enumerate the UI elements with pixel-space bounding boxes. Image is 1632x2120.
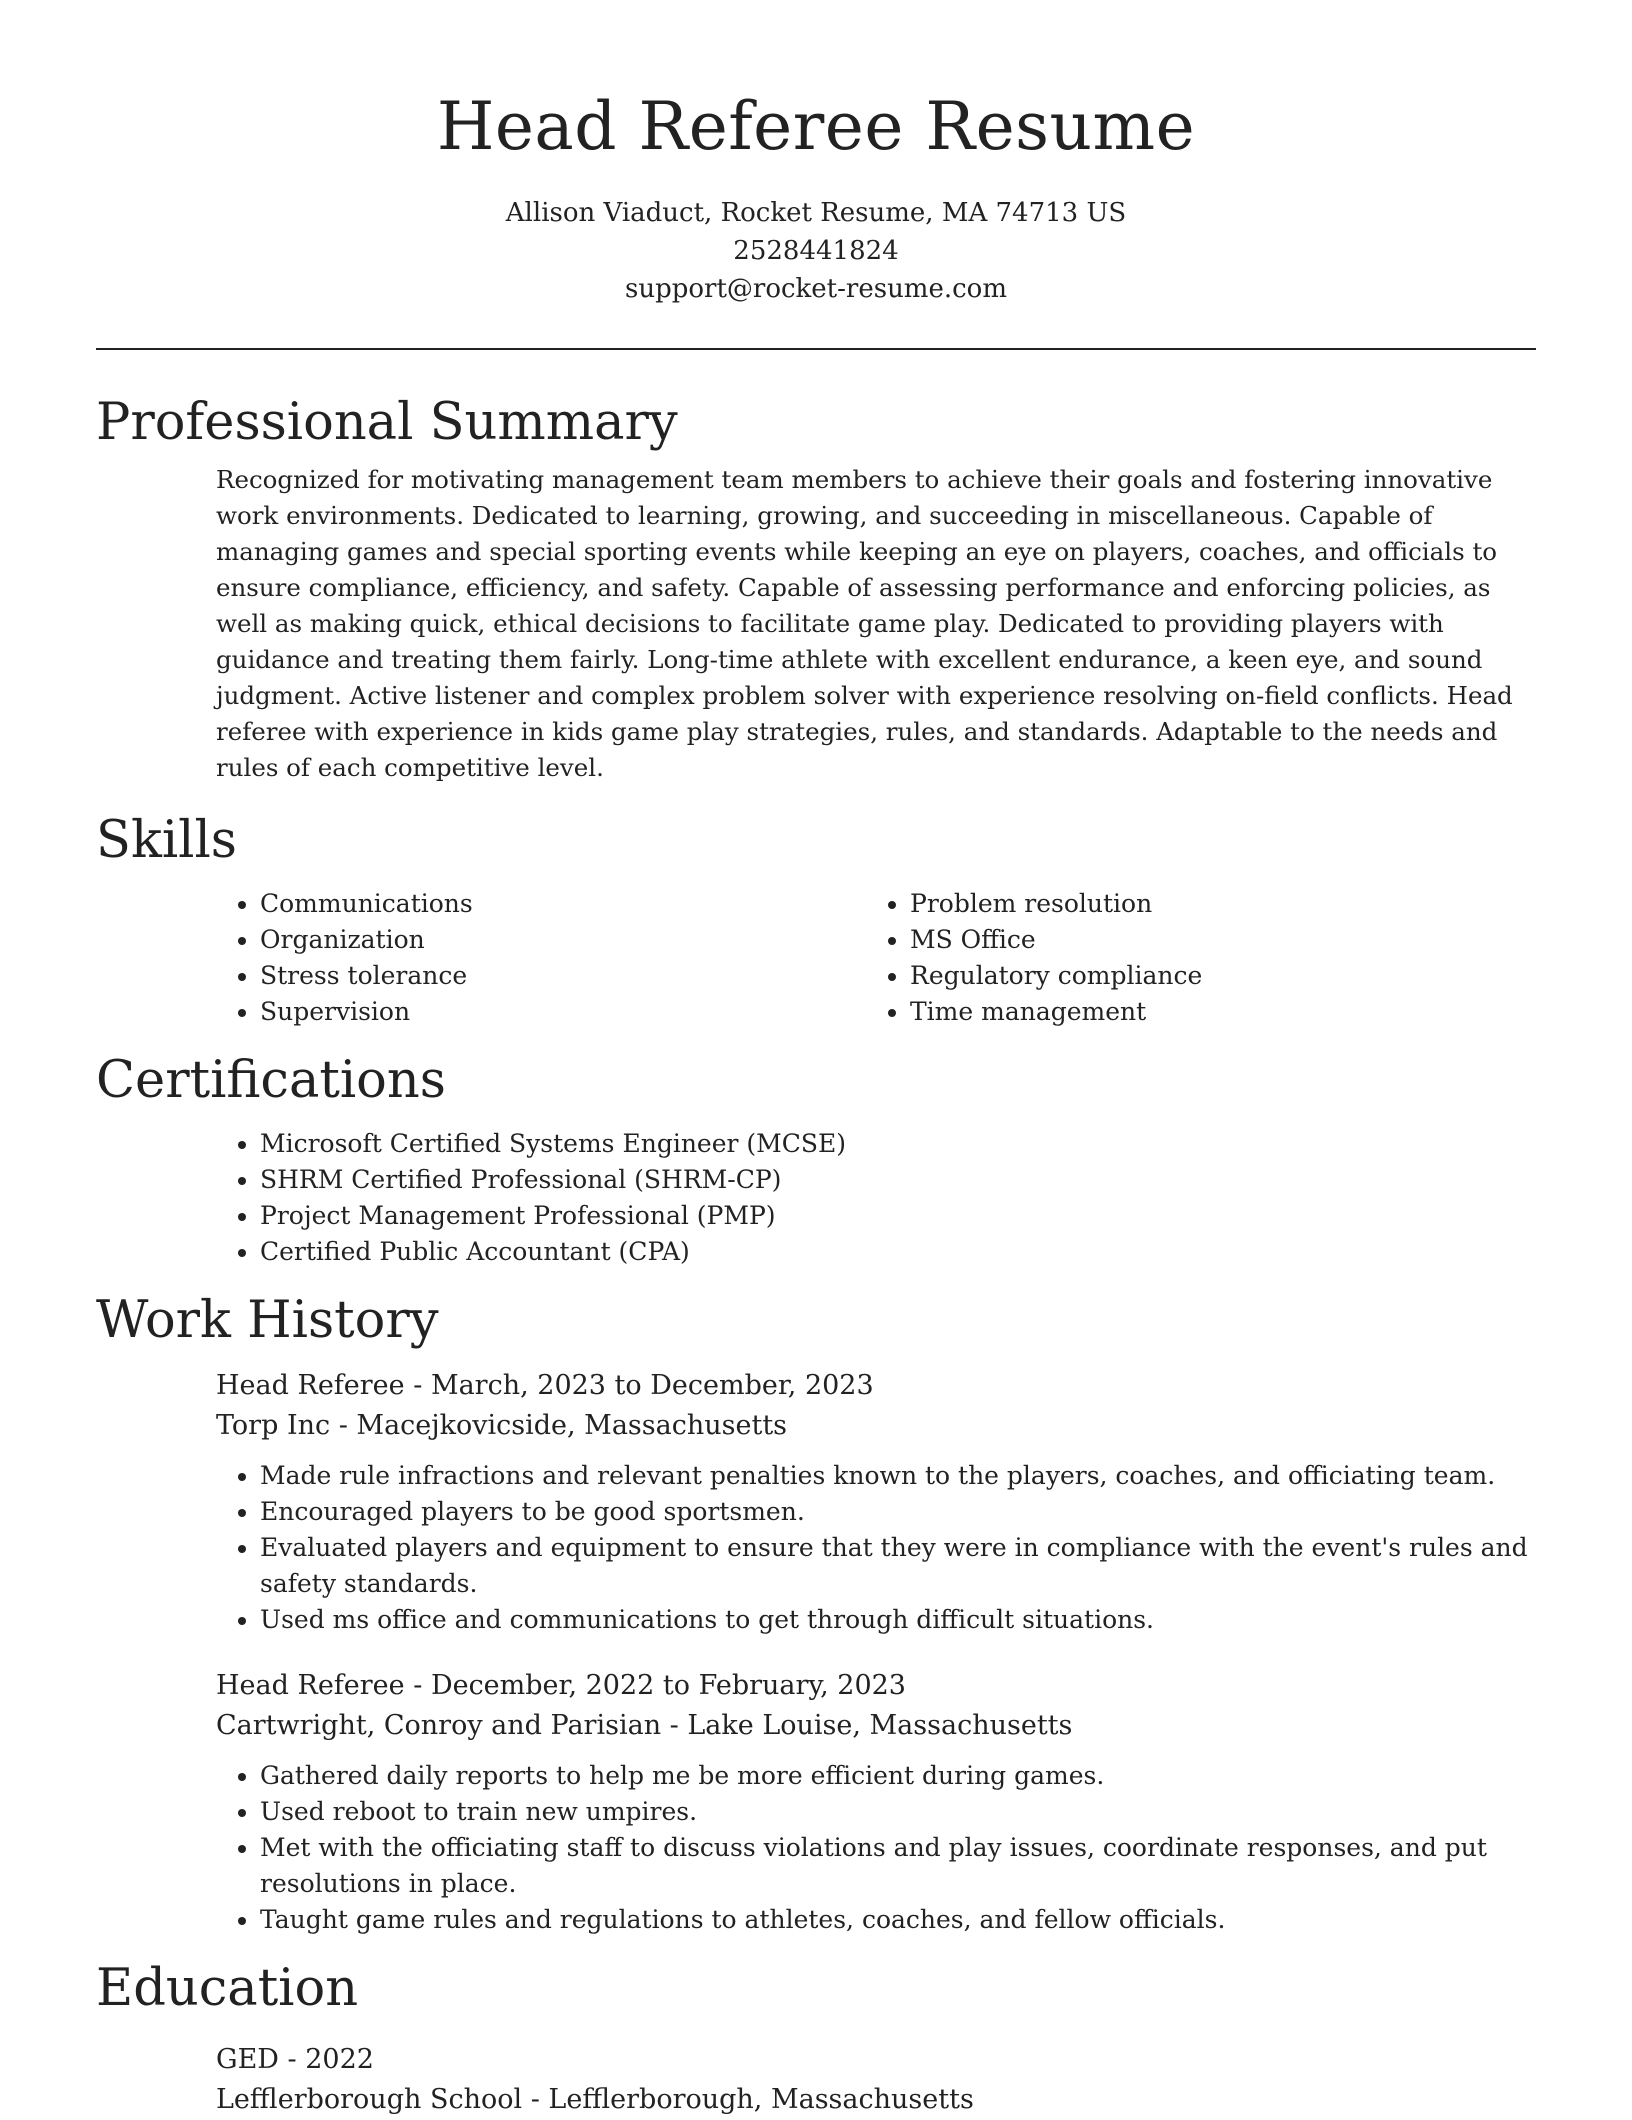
job-bullet: • Used reboot to train new umpires.	[260, 1794, 1560, 1830]
summary-heading: Professional Summary	[96, 393, 678, 452]
job-bullet: • Made rule infractions and relevant penalties known to the players, coaches, and officiating team.	[260, 1458, 1560, 1494]
certification-item: • Certified Public Accountant (CPA)	[260, 1234, 1536, 1270]
job-entry	[216, 1666, 1536, 1938]
job-bullet: • Met with the officiating staff to discuss violations and play issues, coordinate responses, and put resolutions in place.	[260, 1830, 1560, 1902]
education-school-line: Lefflerborough School - Lefflerborough, Massachusetts	[216, 2084, 974, 2115]
contact-email: support@rocket-resume.com	[624, 274, 1007, 304]
skill-item: • Time management	[910, 994, 1516, 1030]
resume-header	[96, 0, 1536, 308]
skill-item: • Communications	[260, 886, 866, 922]
job-dates: March, 2023 to December, 2023	[430, 1370, 874, 1401]
skills-column-left	[216, 886, 866, 1030]
certification-item: • Project Management Professional (PMP)	[260, 1198, 1536, 1234]
job-bullet: • Taught game rules and regulations to athletes, coaches, and fellow officials.	[260, 1902, 1560, 1938]
skills-grid	[216, 886, 1536, 1030]
education-degree-line: GED - 2022	[216, 2044, 374, 2075]
education-section	[96, 1958, 1536, 2120]
contact-info	[96, 194, 1536, 308]
education-location: Lefflerborough, Massachusetts	[548, 2084, 974, 2115]
education-heading: Education	[96, 1959, 359, 2018]
skills-column-right	[866, 886, 1516, 1030]
job-title-line: Head Referee - December, 2022 to February, 2023	[216, 1670, 906, 1701]
job-bullet: • Gathered daily reports to help me be more efficient during games.	[260, 1758, 1560, 1794]
skill-item: • Supervision	[260, 994, 866, 1030]
skill-item: • Problem resolution	[910, 886, 1516, 922]
job-location: Lake Louise, Massachusetts	[687, 1710, 1073, 1741]
job-title: Head Referee	[216, 1670, 405, 1701]
skill-item: • Organization	[260, 922, 866, 958]
job-title: Head Referee	[216, 1370, 405, 1401]
job-bullet: • Encouraged players to be good sportsmen.	[260, 1494, 1560, 1530]
certification-item: • Microsoft Certified Systems Engineer (MCSE)	[260, 1126, 1536, 1162]
education-year: 2022	[305, 2044, 374, 2075]
job-dates: December, 2022 to February, 2023	[430, 1670, 906, 1701]
job-company: Torp Inc	[216, 1410, 331, 1441]
skill-item: • Regulatory compliance	[910, 958, 1516, 994]
certifications-heading: Certifications	[96, 1051, 446, 1110]
job-company-line: Cartwright, Conroy and Parisian - Lake Louise, Massachusetts	[216, 1710, 1073, 1741]
skill-item: • MS Office	[910, 922, 1516, 958]
work-history-heading: Work History	[96, 1291, 439, 1350]
certifications-section	[96, 1050, 1536, 1270]
job-entry	[216, 1366, 1536, 1638]
job-company: Cartwright, Conroy and Parisian	[216, 1710, 662, 1741]
contact-phone: 2528441824	[733, 236, 899, 266]
skills-section	[96, 810, 1536, 1030]
education-entry	[216, 2040, 1536, 2120]
skills-heading: Skills	[96, 811, 237, 870]
job-company-line: Torp Inc - Macejkovicside, Massachusetts	[216, 1410, 788, 1441]
education-degree: GED	[216, 2044, 279, 2075]
skill-item: • Stress tolerance	[260, 958, 866, 994]
work-history-section	[96, 1290, 1536, 1938]
job-location: Macejkovicside, Massachusetts	[356, 1410, 788, 1441]
job-title-line: Head Referee - March, 2023 to December, 2023	[216, 1370, 874, 1401]
summary-section	[96, 392, 1536, 786]
contact-address: Allison Viaduct, Rocket Resume, MA 74713 US	[505, 198, 1127, 228]
job-bullet: • Evaluated players and equipment to ensure that they were in compliance with the event's rules and safety standards.	[260, 1530, 1560, 1602]
resume-title: Head Referee Resume	[436, 88, 1196, 165]
education-school: Lefflerborough School	[216, 2084, 523, 2115]
certification-item: • SHRM Certified Professional (SHRM-CP)	[260, 1162, 1536, 1198]
header-divider	[96, 348, 1536, 350]
job-bullet: • Used ms office and communications to get through difficult situations.	[260, 1602, 1560, 1638]
summary-text: Recognized for motivating management team members to achieve their goals and fostering innovative work environments. Dedicated to learning, growing, and succeeding in miscellaneous. Capable of managing games and special sporting events while keeping an eye on players, coaches, and officials to ensure compliance, efficiency, and safety. Capable of assessing performance and enforcing policies, as well as making quick, ethical decisions to facilitate game play. Dedicated to providing players with guidance and treating them fairly. Long-time athlete with excellent endurance, a keen eye, and sound judgment. Active listener and complex problem solver with experience resolving on-field conflicts. Head referee with experience in kids game play strategies, rules, and standards. Adaptable to the needs and rules of each competitive level.	[216, 465, 1513, 782]
job-bullets	[216, 1458, 1560, 1638]
certifications-list	[216, 1126, 1536, 1270]
resume-page	[96, 0, 1536, 2120]
job-bullets	[216, 1758, 1560, 1938]
